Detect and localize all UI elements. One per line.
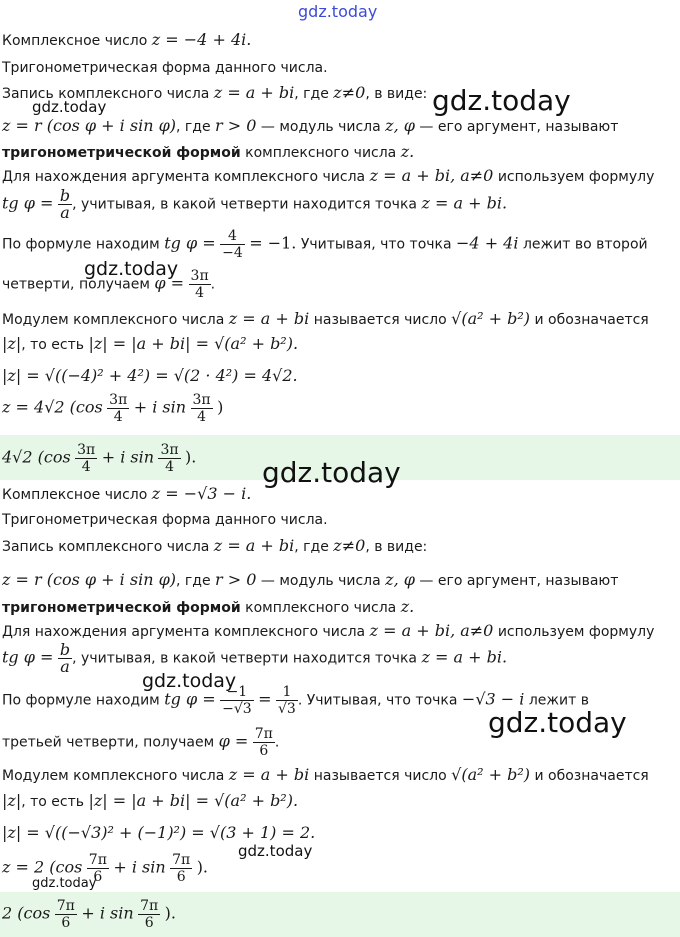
p2-ans-frac-2 <box>138 898 160 931</box>
watermark-5: gdz.today <box>142 670 237 692</box>
p1-l5-math: z. <box>400 142 415 161</box>
p2-l7-math-a: tg φ = <box>2 647 54 667</box>
p1-l10-math-a: z = a + bi <box>228 309 310 328</box>
p1-l10-text-a: Модулем комплексного числа <box>2 312 225 328</box>
p1-l7-num: b <box>59 186 71 205</box>
p1-ans-math-a: 4√2 (cos <box>2 447 71 467</box>
p2-ans-math-a: 2 (cos <box>2 903 51 923</box>
p2-l5-math: z. <box>400 597 415 616</box>
p2-l10-text-a: Модулем комплексного числа <box>2 768 225 784</box>
p2-l8-den-2: √3 <box>277 701 296 717</box>
p2-l13-num-2: 7π <box>172 852 191 868</box>
p2-l8-math-c: −√3 − i <box>461 689 525 709</box>
p2-l7-den: a <box>60 657 70 676</box>
p2-ans-den-2: 6 <box>144 915 154 931</box>
p1-l7-text: , учитывая, в какой четверти находится точка <box>72 196 417 213</box>
p1-l3-text-c: , в виде: <box>365 86 428 102</box>
p2-l8-den-1: −√3 <box>222 701 252 717</box>
p1-ans-math-b: + i sin <box>101 447 155 467</box>
p2-l2-text: Тригонометрическая форма данного числа. <box>2 512 328 528</box>
p2-ans-math-b: + i sin <box>81 903 134 923</box>
p1-l12-math: |z| = √((−4)² + 4²) = √(2 · 4²) = 4√2. <box>2 366 298 385</box>
p2-l9-math: φ = <box>218 731 249 751</box>
p2-l13-den-2: 6 <box>176 869 186 885</box>
p1-l10-text-b: называется число <box>313 312 447 328</box>
p2-l9-den: 6 <box>259 743 269 759</box>
p2-line-12 <box>2 823 315 844</box>
p1-l6-text-a: Для нахождения аргумента комплексного числа <box>2 169 366 185</box>
p1-l5-text: комплексного числа <box>245 145 397 161</box>
p2-l10-text-b: называется число <box>313 768 447 784</box>
p1-l9-frac <box>189 268 211 301</box>
p2-line-2 <box>2 510 328 530</box>
p1-line-1 <box>2 30 251 51</box>
p2-l7-math-b: z = a + bi. <box>421 647 508 667</box>
p1-line-5 <box>2 142 414 163</box>
p1-l9-num: 3π <box>190 268 209 284</box>
p2-line-5 <box>2 597 414 618</box>
p1-l4-text-b: — модуль числа <box>260 119 381 135</box>
p1-l9-den: 4 <box>195 285 205 301</box>
p1-l3-math-b: z≠0 <box>333 83 366 102</box>
p2-line-9: третьей четверти, получаем φ = $\frac{7\pi}{6}$ . <box>2 726 280 759</box>
p1-l4-text-a: , где <box>176 119 211 135</box>
p2-l9-frac <box>253 726 275 759</box>
p2-l4-math-c: z, φ <box>385 570 415 589</box>
watermark-6: gdz.today <box>488 706 627 739</box>
p2-l13-num-1: 7π <box>88 852 107 868</box>
p1-l5-bold: тригонометрической формой <box>2 145 241 161</box>
p2-line-6 <box>2 621 654 642</box>
watermark-1: gdz.today <box>432 84 571 117</box>
p1-l7-den: a <box>60 203 70 222</box>
p2-l13-den-1: 6 <box>93 869 103 885</box>
p2-l10-text-c: и обозначается <box>534 768 649 784</box>
p1-ans-num-1: 3π <box>77 442 96 458</box>
p2-ans-num-1: 7π <box>56 898 75 914</box>
p1-l13-num-2: 3π <box>192 392 211 408</box>
p1-l8-math-c: −4 + 4i <box>456 233 519 253</box>
p2-line-1 <box>2 484 251 505</box>
p2-ans-frac-1 <box>55 898 77 931</box>
p1-line-10 <box>2 309 649 330</box>
p1-l3-text-b: , где <box>294 86 329 102</box>
p2-l10-math-b: √(a² + b²) <box>451 765 531 784</box>
p2-l3-math-b: z≠0 <box>333 536 366 555</box>
p1-line-4 <box>2 116 618 137</box>
watermark-top: gdz.today <box>298 2 378 21</box>
p2-ans-den-1: 6 <box>61 915 71 931</box>
p2-l9-num: 7π <box>254 726 273 742</box>
p2-l7-frac <box>58 642 72 675</box>
p1-line-11 <box>2 334 298 355</box>
p2-l3-text-b: , где <box>294 539 329 555</box>
p1-l9-math: φ = <box>154 273 185 293</box>
p1-line-2 <box>2 58 328 78</box>
p1-l7-math-b: z = a + bi. <box>421 193 508 213</box>
p1-l8-text-c: лежит во второй <box>522 236 648 253</box>
p2-l11-text: , то есть <box>21 794 85 810</box>
p1-l4-math-b: r > 0 <box>215 116 257 135</box>
p1-l8-text-b: Учитывая, что точка <box>300 236 452 253</box>
p1-l13-frac-2 <box>191 392 213 425</box>
p2-l5-bold: тригонометрической формой <box>2 600 241 616</box>
watermark-8: gdz.today <box>32 876 97 891</box>
p2-l8-num-2: 1 <box>276 684 298 701</box>
p2-line-7 <box>2 642 507 675</box>
p1-l11-math-a: |z| <box>2 334 22 353</box>
p2-l6-text-a: Для нахождения аргумента комплексного числа <box>2 624 366 640</box>
p2-l6-text-b: используем формулу <box>497 624 655 640</box>
p2-l4-math-a: z = r (cos φ + i sin φ) <box>2 570 177 589</box>
p1-ans-den-2: 4 <box>165 459 174 475</box>
p1-line-13 <box>2 392 223 425</box>
p1-ans-den-1: 4 <box>81 459 91 475</box>
p1-l6-text-b: используем формулу <box>497 169 655 185</box>
p2-line-3 <box>2 536 427 557</box>
watermark-3: gdz.today <box>84 258 179 280</box>
p2-l4-text-c: — его аргумент, называют <box>419 573 619 589</box>
watermark-2: gdz.today <box>32 98 107 116</box>
p2-l1-text: Комплексное число <box>2 487 148 503</box>
p2-l9-text: третьей четверти, получаем <box>2 734 215 751</box>
p2-l8-text-c: лежит в <box>528 692 589 709</box>
p2-line-11 <box>2 791 298 812</box>
p2-l4-text-a: , где <box>176 573 211 589</box>
p2-l7-text: , учитывая, в какой четверти находится точка <box>72 650 417 667</box>
p1-l4-text-c: — его аргумент, называют <box>419 119 619 135</box>
p1-l13-num-1: 3π <box>109 392 128 408</box>
p2-l8-math-a: tg φ = <box>164 689 216 709</box>
p1-l1-math: z = −4 + 4i. <box>151 30 252 49</box>
watermark-7: gdz.today <box>238 842 313 860</box>
watermark-4: gdz.today <box>262 456 401 489</box>
p2-l3-math-a: z = a + bi <box>213 536 295 555</box>
p2-l8-text-a: По формуле находим <box>2 692 160 709</box>
p2-l13-math-b: + i sin <box>113 857 166 877</box>
p1-l11-text: , то есть <box>21 337 85 353</box>
p1-l6-math: z = a + bi, a≠0 <box>369 166 494 185</box>
p2-l7-num: b <box>59 640 71 659</box>
p2-l4-math-b: r > 0 <box>215 570 257 589</box>
p2-l10-math-a: z = a + bi <box>228 765 310 784</box>
p1-ans-math-c: ). <box>185 447 197 467</box>
p2-l12-math: |z| = √((−√3)² + (−1)²) = √(3 + 1) = 2. <box>2 823 316 842</box>
p2-l3-text-c: , в виде: <box>365 539 428 555</box>
p1-l3-math-a: z = a + bi <box>213 83 295 102</box>
p1-l13-den-1: 4 <box>113 409 123 425</box>
p2-l13-frac-2 <box>170 852 192 885</box>
p2-line-4 <box>2 570 618 591</box>
p2-l4-text-b: — модуль числа <box>260 573 381 589</box>
p1-l13-math-b: + i sin <box>133 397 187 417</box>
p1-line-8 <box>2 228 648 261</box>
p1-l8-math-b: = −1. <box>249 233 297 253</box>
p1-l10-text-c: и обозначается <box>534 312 649 328</box>
p2-l3-text-a: Запись комплексного числа <box>2 539 210 555</box>
p1-l8-math-a: tg φ = <box>164 233 216 253</box>
p1-l11-math-b: |z| = |a + bi| = √(a² + b²). <box>88 334 299 353</box>
p1-l10-math-b: √(a² + b²) <box>451 309 531 328</box>
p2-l13-math-c: ). <box>196 857 209 877</box>
p2-answer <box>2 898 176 931</box>
p1-l13-math-c: ) <box>217 397 224 417</box>
p1-answer <box>2 442 196 475</box>
p1-line-9: четверти, получаем φ = $\frac{3\pi}{4}$ . <box>2 268 216 301</box>
p1-l2-text: Тригонометрическая форма данного числа. <box>2 60 328 76</box>
p1-ans-num-2: 3π <box>160 442 179 458</box>
p1-l7-math-a: tg φ = <box>2 193 54 213</box>
p1-line-7 <box>2 188 507 221</box>
p1-line-12 <box>2 366 298 387</box>
p1-l3-text-a: Запись комплексного числа <box>2 86 210 102</box>
p1-l4-math-a: z = r (cos φ + i sin φ) <box>2 116 177 135</box>
p2-l8-math-b: = <box>258 689 272 709</box>
p1-l8-den: −4 <box>222 245 243 261</box>
p2-l6-math: z = a + bi, a≠0 <box>369 621 494 640</box>
p1-line-6 <box>2 166 654 187</box>
p2-l8-num-1: −1 <box>220 684 254 701</box>
p2-l5-text: комплексного числа <box>245 600 397 616</box>
p1-l4-math-c: z, φ <box>385 116 415 135</box>
p2-l11-math-a: |z| <box>2 791 22 810</box>
p1-l9-text: четверти, получаем <box>2 276 150 293</box>
p2-ans-num-2: 7π <box>140 898 159 914</box>
p1-l13-frac-1 <box>107 392 129 425</box>
p1-l1-text: Комплексное число <box>2 33 148 49</box>
p2-l1-math: z = −√3 − i. <box>151 484 252 503</box>
p2-ans-math-c: ). <box>164 903 176 923</box>
p1-l13-math-a: z = 4√2 (cos <box>2 397 103 417</box>
p1-l8-num: 4 <box>220 228 245 245</box>
p2-l11-math-b: |z| = |a + bi| = √(a² + b²). <box>88 791 299 810</box>
p2-l8-frac-2 <box>276 684 298 717</box>
p2-line-10 <box>2 765 649 786</box>
p1-l8-frac <box>220 228 245 261</box>
p1-l7-frac <box>58 188 72 221</box>
p1-l13-den-2: 4 <box>197 409 207 425</box>
p1-ans-frac-2 <box>158 442 180 475</box>
p2-l13-math-a: z = 2 (cos <box>2 857 83 877</box>
p1-ans-frac-1 <box>75 442 97 475</box>
p2-l8-text-b: . Учитывая, что точка <box>297 692 458 709</box>
p1-l8-text-a: По формуле находим <box>2 236 160 253</box>
